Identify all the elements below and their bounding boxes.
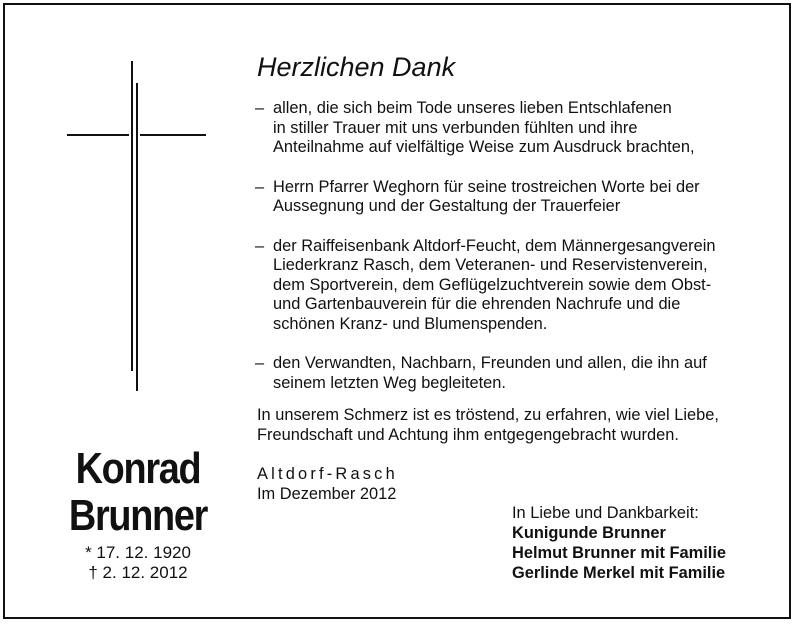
birth-date: * 17. 12. 1920 (85, 543, 191, 562)
notice-date: Im Dezember 2012 (257, 485, 397, 503)
death-date: † 2. 12. 2012 (88, 563, 188, 582)
cross-icon (67, 61, 209, 391)
thanks-line: und Gartenbauverein für die ehrenden Nachrufe und die (273, 295, 681, 313)
signoff-name: Helmut Brunner mit Familie (512, 544, 727, 562)
closing-line: Freundschaft und Achtung ihm entgegengebracht wurden. (257, 425, 679, 444)
dash-bullet: – (255, 177, 265, 196)
thanks-line: Aussegnung und der Gestaltung der Trauerfeier (273, 197, 621, 215)
signoff-intro: In Liebe und Dankbarkeit: (512, 504, 699, 522)
deceased-first-name: Konrad (75, 444, 201, 493)
thanks-item (255, 237, 735, 335)
thanks-item (255, 99, 735, 158)
cross-vertical-bar-offset (136, 83, 138, 391)
signoff-name: Gerlinde Merkel mit Familie (512, 564, 726, 582)
thanks-item (255, 354, 735, 393)
cross-left-arm (67, 134, 129, 136)
notice-heading: Herzlichen Dank (257, 52, 456, 82)
thanks-line: in stiller Trauer mit uns verbunden fühlten und ihre (273, 118, 638, 137)
cross-right-arm (140, 134, 206, 136)
thanks-line: Anteilnahme auf vielfältige Weise zum Ausdruck brachten, (273, 138, 695, 156)
signoff-name: Kunigunde Brunner (512, 524, 666, 542)
thanks-list (255, 99, 735, 413)
dash-bullet: – (255, 354, 265, 372)
thanks-line: schönen Kranz- und Blumenspenden. (273, 314, 548, 333)
deceased-last-name: Brunner (68, 491, 208, 540)
obituary-notice (3, 3, 791, 619)
signoff-block (512, 503, 726, 583)
thanks-line: den Verwandten, Nachbarn, Freunden und allen, die ihn auf (273, 354, 707, 372)
thanks-line: allen, die sich beim Tode unseres lieben Entschlafenen (273, 99, 672, 117)
thanks-item (255, 178, 735, 217)
thanks-line: dem Sportverein, dem Geflügelzuchtverein sowie dem Obst- (273, 275, 712, 294)
dash-bullet: – (255, 236, 265, 255)
thanks-line: Liederkranz Rasch, dem Veteranen- und Reservistenverein, (273, 256, 708, 274)
closing-line: In unserem Schmerz ist es tröstend, zu erfahren, wie viel Liebe, (257, 406, 719, 424)
thanks-line: der Raiffeisenbank Altdorf-Feucht, dem Männergesangverein (273, 236, 716, 255)
closing-text (257, 406, 719, 445)
cross-vertical-bar (131, 61, 133, 371)
thanks-line: Herrn Pfarrer Weghorn für seine trostreichen Worte bei der (273, 177, 700, 196)
place-name: Altdorf-Rasch (257, 465, 398, 483)
thanks-line: seinem letzten Weg begleiteten. (273, 373, 506, 392)
dash-bullet: – (255, 99, 265, 117)
